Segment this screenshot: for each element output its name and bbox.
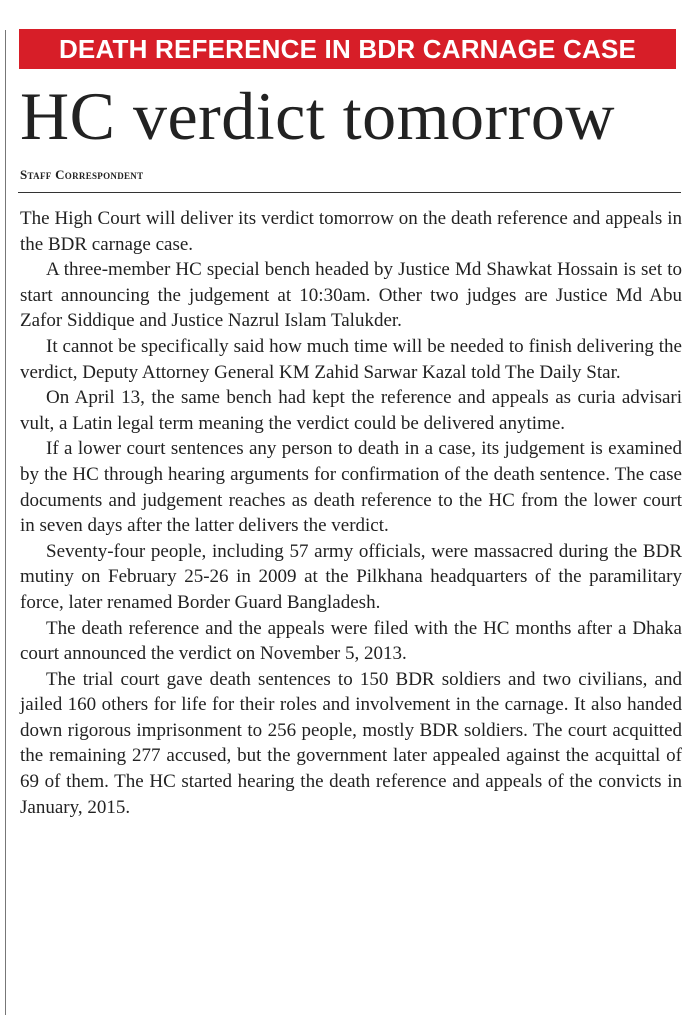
- column-rule: [5, 30, 6, 1015]
- paragraph: Seventy-four people, including 57 army officials, were massacred during the BDR mutiny on February 25-26 in 2009 at the Pilkhana headquarters of the paramilitary force, later renamed Border Guard Bangladesh.: [20, 540, 682, 613]
- paragraph: A three-member HC special bench headed by Justice Md Shawkat Hossain is set to start announcing the judgement at 10:30am. Other two judges are Justice Md Abu Zafor Siddique and Justice Nazrul Islam Talukder.: [20, 259, 682, 332]
- byline-divider: [18, 192, 681, 193]
- paragraph: If a lower court sentences any person to death in a case, its judgement is examined by the HC through hearing arguments for confirmation of the death sentence. The case documents and judgement reaches as death reference to the HC from the lower court in seven days after the latter delivers the verdict.: [20, 438, 682, 537]
- headline: HC verdict tomorrow: [20, 78, 615, 154]
- paragraph: The death reference and the appeals were filed with the HC months after a Dhaka court announced the verdict on November 5, 2013.: [20, 617, 682, 665]
- article-body: [20, 206, 682, 820]
- kicker-banner: DEATH REFERENCE IN BDR CARNAGE CASE: [19, 29, 676, 69]
- paragraph: On April 13, the same bench had kept the reference and appeals as curia advisari vult, a Latin legal term meaning the verdict could be delivered anytime.: [20, 387, 682, 434]
- byline: Staff Correspondent: [20, 167, 144, 182]
- paragraph: It cannot be specifically said how much time will be needed to finish delivering the verdict, Deputy Attorney General KM Zahid Sarwar Kazal told The Daily Star.: [20, 335, 682, 383]
- paragraph: The trial court gave death sentences to 150 BDR soldiers and two civilians, and jailed 160 others for life for their roles and involvement in the carnage. It also handed down rigorous imprisonment to 256 people, mostly BDR soldiers. The court acquitted the remaining 277 accused, but the government later appealed against the acquittal of 69 of them. The HC started hearing the death reference and appeals of the convicts in January, 2015.: [20, 668, 682, 818]
- paragraph: The High Court will deliver its verdict tomorrow on the death reference and appeals in the BDR carnage case.: [20, 208, 682, 255]
